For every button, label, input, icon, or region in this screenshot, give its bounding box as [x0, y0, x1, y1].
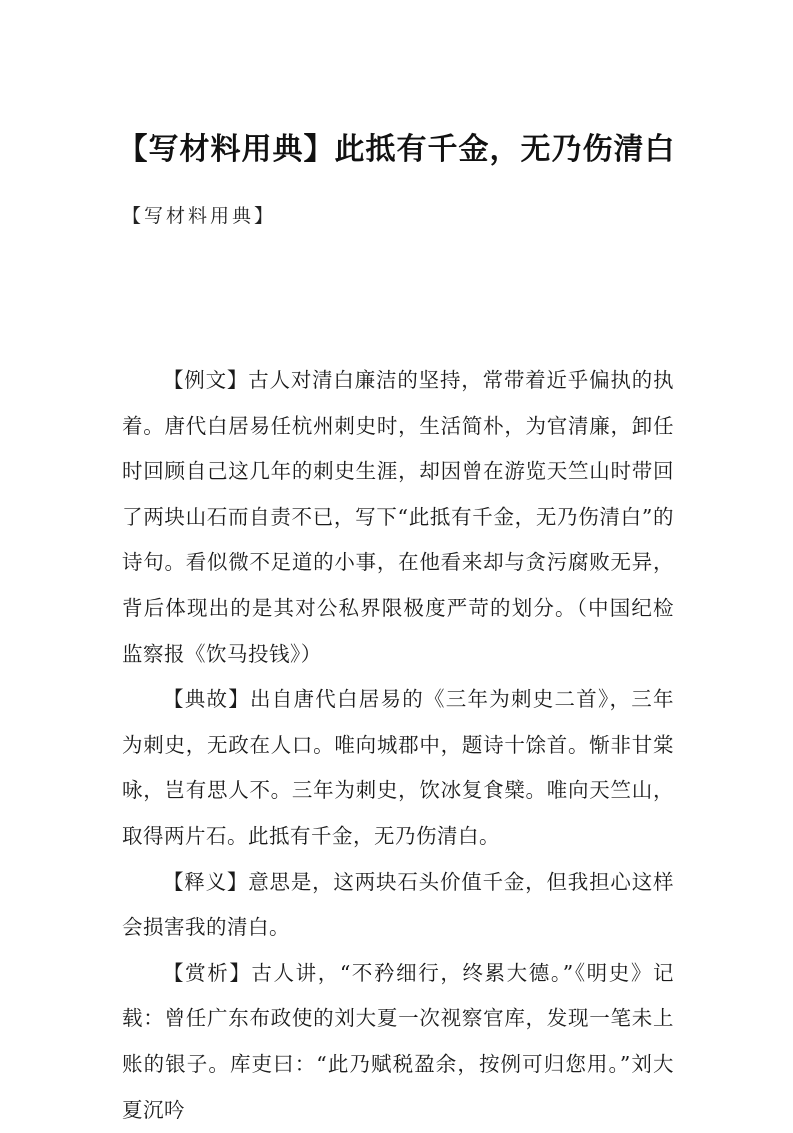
document-subtitle: 【写材料用典】 [122, 205, 277, 227]
paragraph-allusion: 【典故】出自唐代白居易的《三年为刺史二首》，三年为刺史，无政在人口。唯向城郡中，题诗十馀首。惭非甘棠咏，岂有思人不。三年为刺史，饮冰复食檗。唯向天竺山，取得两片石。此抵有千金，无乃伤清白。 [122, 687, 674, 848]
paragraph-example: 【例文】古人对清白廉洁的坚持，常带着近乎偏执的执着。唐代白居易任杭州刺史时，生活简朴，为官清廉，卸任时回顾自己这几年的刺史生涯，却因曾在游览天竺山时带回了两块山石而自责不已，写下“此抵有千金，无乃伤清白”的诗句。看似微不足道的小事，在他看来却与贪污腐败无异，背后体现出的是其对公私界限极度严苛的划分。（中国纪检监察报《饮马投钱》） [122, 368, 674, 666]
paragraph-meaning: 【释义】意思是，这两块石头价值千金，但我担心这样会损害我的清白。 [122, 869, 674, 940]
document-title: 【写材料用典】此抵有千金，无乃伤清白 [117, 132, 676, 167]
paragraph-appreciation: 【赏析】古人讲，“不矜细行，终累大德。”《明史》记载：曾任广东布政使的刘大夏一次视察官库，发现一笔未上账的银子。库吏曰：“此乃赋税盈余，按例可归您用。”刘大夏沉吟 [122, 960, 674, 1122]
document-body [122, 358, 674, 1133]
